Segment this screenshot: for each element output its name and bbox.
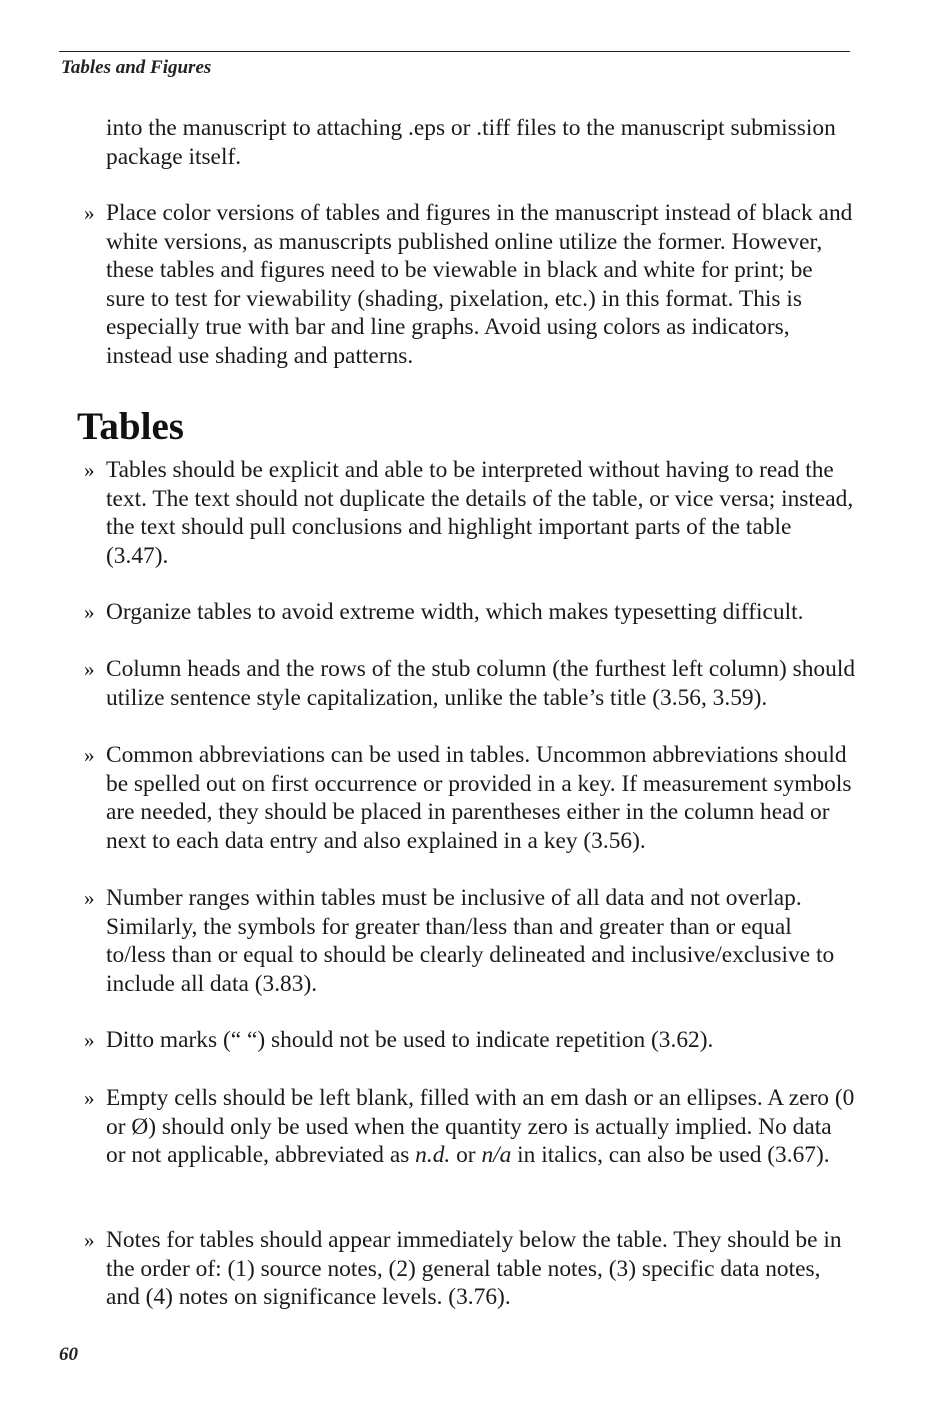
list-item: [84, 1226, 856, 1312]
list-item-text: Notes for tables should appear immediately below the table. They should be in the order of: (1) source notes, (2) general table notes, (3) specific data notes, and (4) notes on significance levels. (3.76).: [106, 1227, 842, 1310]
italic-abbreviation: n.d.: [415, 1142, 451, 1168]
section-heading: Tables: [77, 405, 184, 448]
bullet-marker: »: [84, 201, 95, 225]
list-item-text: Number ranges within tables must be inclusive of all data and not overlap. Similarly, the symbols for greater than/less than and greater than or equal to/less than or equal to should be clearly delineated and inclusive/exclusive to include all data (3.83).: [106, 885, 835, 997]
bullet-marker: »: [84, 1028, 95, 1052]
list-item: [84, 598, 856, 627]
list-item-text: Place color versions of tables and figures in the manuscript instead of black and white versions, as manuscripts published online utilize the former. However, these tables and figures need to be viewable in black and white for print; be sure to test for viewability (shading, pixelation, etc.) in this format. This is especially true with bar and line graphs. Avoid using colors as indicators, instead use shading and patterns.: [106, 200, 853, 369]
intro-continuation: into the manuscript to attaching .eps or .tiff files to the manuscript submission package itself.: [106, 115, 836, 170]
list-item-text: or: [450, 1142, 482, 1168]
list-item: [84, 1084, 856, 1170]
list-item-text: Column heads and the rows of the stub column (the furthest left column) should utilize sentence style capitalization, unlike the table’s title (3.56, 3.59).: [106, 656, 856, 711]
list-item: [84, 456, 856, 570]
bullet-marker: »: [84, 657, 95, 681]
list-item-text: Ditto marks (“ “) should not be used to indicate repetition (3.62).: [106, 1027, 714, 1053]
list-item: [84, 884, 856, 998]
bullet-marker: »: [84, 600, 95, 624]
italic-abbreviation: n/a: [481, 1142, 512, 1168]
list-item: [84, 655, 856, 712]
list-item: [84, 741, 856, 855]
list-item-text: Organize tables to avoid extreme width, which makes typesetting difficult.: [106, 599, 804, 625]
bullet-marker: »: [84, 1228, 95, 1252]
list-item-text: in italics, can also be used (3.67).: [511, 1142, 830, 1168]
list-item-text: Empty cells should be left blank, filled with an em dash or an ellipses. A zero (0 or Ø) should only be used when the quantity zero is actually implied. No data or not applicable, abbreviated as: [106, 1085, 855, 1168]
running-head: Tables and Figures: [61, 57, 212, 78]
bullet-marker: »: [84, 458, 95, 482]
header-rule: [59, 51, 850, 52]
bullet-marker: »: [84, 1086, 95, 1110]
list-item-text: Tables should be explicit and able to be interpreted without having to read the text. The text should not duplicate the details of the table, or vice versa; instead, the text should pull conclusions and highlight important parts of the table (3.47).: [106, 457, 854, 569]
list-item: [84, 199, 856, 370]
list-item: [84, 1026, 856, 1055]
page-number: 60: [59, 1344, 78, 1365]
list-item-text: Common abbreviations can be used in tables. Uncommon abbreviations should be spelled out on first occurrence or provided in a key. If measurement symbols are needed, they should be placed in parentheses either in the column head or next to each data entry and also explained in a key (3.56).: [106, 742, 852, 854]
bullet-marker: »: [84, 886, 95, 910]
bullet-marker: »: [84, 743, 95, 767]
